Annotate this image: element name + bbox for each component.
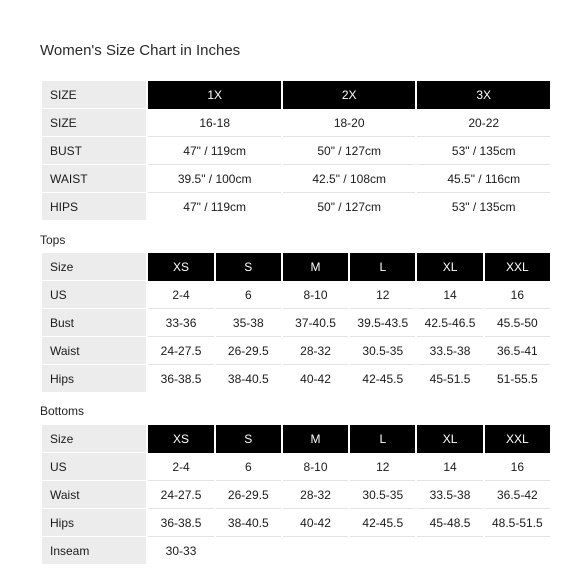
row-label: Hips xyxy=(42,509,146,537)
table-cell: 33-36 xyxy=(148,309,213,337)
column-header: L xyxy=(350,425,415,453)
bottoms-section-label: Bottoms xyxy=(40,404,85,418)
row-label: US xyxy=(42,281,146,309)
column-header: M xyxy=(283,425,348,453)
table-cell: 40-42 xyxy=(300,372,331,386)
bottoms-header-row xyxy=(42,425,550,453)
table-cell xyxy=(485,537,550,565)
table-cell: 8-10 xyxy=(283,453,348,481)
table-row xyxy=(42,309,550,337)
table-cell: 28-32 xyxy=(283,337,348,365)
table-cell: 39.5" / 100cm xyxy=(148,165,281,193)
row-label: Hips xyxy=(42,365,146,393)
table-cell: 18-20 xyxy=(283,109,416,137)
table-cell: 24-27.5 xyxy=(148,337,213,365)
table-cell: 6 xyxy=(216,281,281,309)
table-row xyxy=(42,337,550,365)
table-cell: 38-40.5 xyxy=(216,509,281,537)
table-row xyxy=(42,453,550,481)
table-cell: 30-33 xyxy=(165,544,197,558)
table-row xyxy=(42,365,550,393)
table-cell: 16 xyxy=(485,453,550,481)
row-label: Waist xyxy=(42,337,146,365)
table-cell: 42.5" / 108cm xyxy=(283,165,416,193)
table-cell: 14 xyxy=(417,281,482,309)
table-cell: 53" / 135cm xyxy=(451,200,516,214)
column-header: 3X xyxy=(417,81,550,109)
tops-section-label: Tops xyxy=(40,233,66,247)
table-row xyxy=(42,165,550,193)
table-cell: 40-42 xyxy=(283,509,348,537)
table-cell: 36.5-42 xyxy=(485,481,550,509)
row-label: Inseam xyxy=(42,537,146,565)
row-label: Size xyxy=(42,253,146,281)
table-cell: 42-45.5 xyxy=(362,372,404,386)
table-cell: 42.5-46.5 xyxy=(417,309,482,337)
table-cell: 24-27.5 xyxy=(148,481,213,509)
table-cell: 33.5-38 xyxy=(417,337,482,365)
table-cell: 48.5-51.5 xyxy=(485,509,550,537)
table-cell: 36-38.5 xyxy=(160,372,202,386)
row-label: SIZE xyxy=(42,109,146,137)
tops-size-table xyxy=(40,253,552,393)
table-cell: 37-40.5 xyxy=(283,309,348,337)
column-header: XL xyxy=(417,425,482,453)
row-label: Bust xyxy=(42,309,146,337)
table-row xyxy=(42,193,550,221)
column-header: XXL xyxy=(485,253,550,281)
tops-header-row xyxy=(42,253,550,281)
table-cell: 16-18 xyxy=(148,109,281,137)
column-header: S xyxy=(216,253,281,281)
table-cell: 33.5-38 xyxy=(417,481,482,509)
table-row xyxy=(42,137,550,165)
table-cell xyxy=(283,537,348,565)
column-header: S xyxy=(216,425,281,453)
table-cell: 36-38.5 xyxy=(148,509,213,537)
column-header: XS xyxy=(148,425,213,453)
table-row xyxy=(42,509,550,537)
table-row xyxy=(42,281,550,309)
row-label: WAIST xyxy=(42,165,146,193)
table-cell: 47" / 119cm xyxy=(148,137,281,165)
table-cell: 2-4 xyxy=(148,453,213,481)
page-title: Women's Size Chart in Inches xyxy=(40,42,241,59)
row-label: Size xyxy=(42,425,146,453)
table-cell: 12 xyxy=(350,281,415,309)
table-cell: 50" / 127cm xyxy=(283,137,416,165)
table-cell xyxy=(216,537,281,565)
table-cell: 47" / 119cm xyxy=(183,200,247,214)
row-label: HIPS xyxy=(42,193,146,221)
table-cell xyxy=(350,537,415,565)
column-header: M xyxy=(283,253,348,281)
table-cell: 39.5-43.5 xyxy=(350,309,415,337)
table-cell: 45.5-50 xyxy=(485,309,550,337)
table-cell: 30.5-35 xyxy=(350,481,415,509)
table-cell: 16 xyxy=(485,281,550,309)
row-label: BUST xyxy=(42,137,146,165)
column-header: XS xyxy=(148,253,213,281)
bottoms-size-table xyxy=(40,425,552,565)
row-label: Waist xyxy=(42,481,146,509)
table-cell: 14 xyxy=(417,453,482,481)
table-cell: 30.5-35 xyxy=(350,337,415,365)
plus-header-row xyxy=(42,81,550,109)
table-row xyxy=(42,537,550,565)
table-cell: 51-55.5 xyxy=(496,372,538,386)
row-label: SIZE xyxy=(42,81,146,109)
column-header: 2X xyxy=(283,81,416,109)
column-header: XL xyxy=(417,253,482,281)
table-cell: 45-48.5 xyxy=(417,509,482,537)
table-cell: 42-45.5 xyxy=(350,509,415,537)
table-cell: 36.5-41 xyxy=(485,337,550,365)
table-cell: 8-10 xyxy=(283,281,348,309)
table-row xyxy=(42,109,550,137)
table-cell: 26-29.5 xyxy=(216,337,281,365)
table-cell: 50" / 127cm xyxy=(317,200,381,214)
row-label: US xyxy=(42,453,146,481)
table-cell: 12 xyxy=(350,453,415,481)
table-cell: 28-32 xyxy=(283,481,348,509)
table-cell: 45-51.5 xyxy=(429,372,471,386)
column-header: XXL xyxy=(485,425,550,453)
table-cell: 20-22 xyxy=(417,109,550,137)
table-cell: 38-40.5 xyxy=(227,372,269,386)
plus-size-table xyxy=(40,81,552,221)
table-cell: 45.5" / 116cm xyxy=(417,165,550,193)
table-cell: 2-4 xyxy=(148,281,213,309)
table-cell: 53" / 135cm xyxy=(417,137,550,165)
column-header: L xyxy=(350,253,415,281)
table-cell: 6 xyxy=(216,453,281,481)
column-header: 1X xyxy=(148,81,281,109)
table-cell: 35-38 xyxy=(216,309,281,337)
table-row xyxy=(42,481,550,509)
table-cell: 26-29.5 xyxy=(216,481,281,509)
table-cell xyxy=(417,537,482,565)
